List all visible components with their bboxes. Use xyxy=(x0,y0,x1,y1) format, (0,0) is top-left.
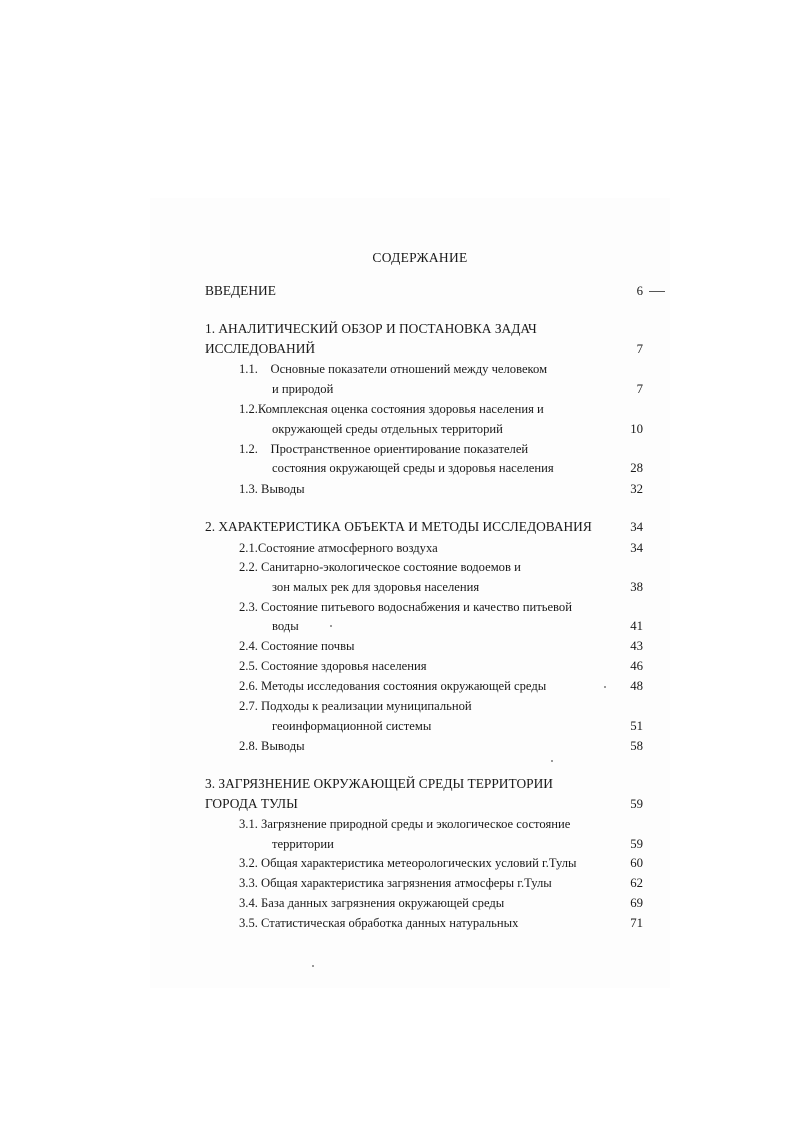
toc-page-number: 7 xyxy=(636,382,643,396)
toc-section-1-2b: 1.2. Пространственное ориентирование показателей xyxy=(239,442,529,456)
toc-page-number: 32 xyxy=(630,482,643,496)
toc-chapter-1-title: 1. АНАЛИТИЧЕСКИЙ ОБЗОР И ПОСТАНОВКА ЗАДАЧ xyxy=(205,321,537,336)
toc-chapter-2-title: 2. ХАРАКТЕРИСТИКА ОБЪЕКТА И МЕТОДЫ ИССЛЕДОВАНИЯ xyxy=(205,519,592,534)
toc-chapter-3-title: 3. ЗАГРЯЗНЕНИЕ ОКРУЖАЮЩЕЙ СРЕДЫ ТЕРРИТОРИИ xyxy=(205,776,553,791)
toc-page-number: 51 xyxy=(630,719,643,733)
toc-page-number: 41 xyxy=(630,619,643,633)
toc-page-number: 38 xyxy=(630,580,643,594)
scan-speck xyxy=(551,760,553,762)
toc-page-number: 7 xyxy=(636,342,643,356)
toc-section-2-1: 2.1.Состояние атмосферного воздуха xyxy=(239,541,438,555)
scan-speck xyxy=(312,965,314,967)
toc-section-2-5: 2.5. Состояние здоровья населения xyxy=(239,659,427,673)
toc-page-number: 59 xyxy=(630,797,643,811)
toc-chapter-3-title-cont: ГОРОДА ТУЛЫ xyxy=(205,796,298,811)
toc-section-3-4: 3.4. База данных загрязнения окружающей среды xyxy=(239,896,505,910)
toc-section-1-2: 1.2.Комплексная оценка состояния здоровья населения и xyxy=(239,402,544,416)
toc-page-number: 46 xyxy=(630,659,643,673)
toc-page-number: 71 xyxy=(630,916,643,930)
toc-section-3-1: 3.1. Загрязнение природной среды и экологическое состояние xyxy=(239,817,571,831)
toc-section-3-5: 3.5. Статистическая обработка данных натуральных xyxy=(239,916,519,930)
toc-section-2-7: 2.7. Подходы к реализации муниципальной xyxy=(239,699,472,713)
toc-section-3-2: 3.2. Общая характеристика метеорологических условий г.Тулы xyxy=(239,856,577,870)
scan-speck xyxy=(330,625,332,627)
toc-section-1-1: 1.1. Основные показатели отношений между человеком xyxy=(239,362,548,376)
toc-section-1-2-cont: окружающей среды отдельных территорий xyxy=(272,422,503,436)
toc-section-2-2: 2.2. Санитарно-экологическое состояние водоемов и xyxy=(239,560,521,574)
toc-page-number: 10 xyxy=(630,422,643,436)
toc-page-number: 69 xyxy=(630,896,643,910)
scan-speck xyxy=(604,686,606,688)
pen-mark xyxy=(649,291,665,292)
toc-page-number: 62 xyxy=(630,876,643,890)
toc-page-number: 6 xyxy=(636,284,643,298)
toc-section-2-6: 2.6. Методы исследования состояния окружающей среды xyxy=(239,679,547,693)
toc-page-number: 43 xyxy=(630,639,643,653)
toc-section-1-1-cont: и природой xyxy=(272,382,334,396)
toc-page-number: 60 xyxy=(630,856,643,870)
toc-page-number: 34 xyxy=(630,520,643,534)
toc-entry-introduction: ВВЕДЕНИЕ xyxy=(205,283,276,298)
toc-section-2-8: 2.8. Выводы xyxy=(239,739,305,753)
toc-section-1-3: 1.3. Выводы xyxy=(239,482,305,496)
toc-page-number: 59 xyxy=(630,837,643,851)
toc-section-3-1-cont: территории xyxy=(272,837,334,851)
toc-section-2-4: 2.4. Состояние почвы xyxy=(239,639,355,653)
toc-section-2-3: 2.3. Состояние питьевого водоснабжения и качество питьевой xyxy=(239,600,572,614)
toc-page-number: 34 xyxy=(630,541,643,555)
toc-section-3-3: 3.3. Общая характеристика загрязнения атмосферы г.Тулы xyxy=(239,876,552,890)
toc-section-2-2-cont: зон малых рек для здоровья населения xyxy=(272,580,480,594)
toc-chapter-1-title-cont: ИССЛЕДОВАНИЙ xyxy=(205,341,316,356)
page-title: СОДЕРЖАНИЕ xyxy=(372,250,468,265)
toc-page-number: 48 xyxy=(630,679,643,693)
toc-section-2-3-cont: воды xyxy=(272,619,299,633)
toc-page-number: 58 xyxy=(630,739,643,753)
toc-section-2-7-cont: геоинформационной системы xyxy=(272,719,432,733)
toc-page-number: 28 xyxy=(630,461,643,475)
toc-section-1-2b-cont: состояния окружающей среды и здоровья населения xyxy=(272,461,554,475)
